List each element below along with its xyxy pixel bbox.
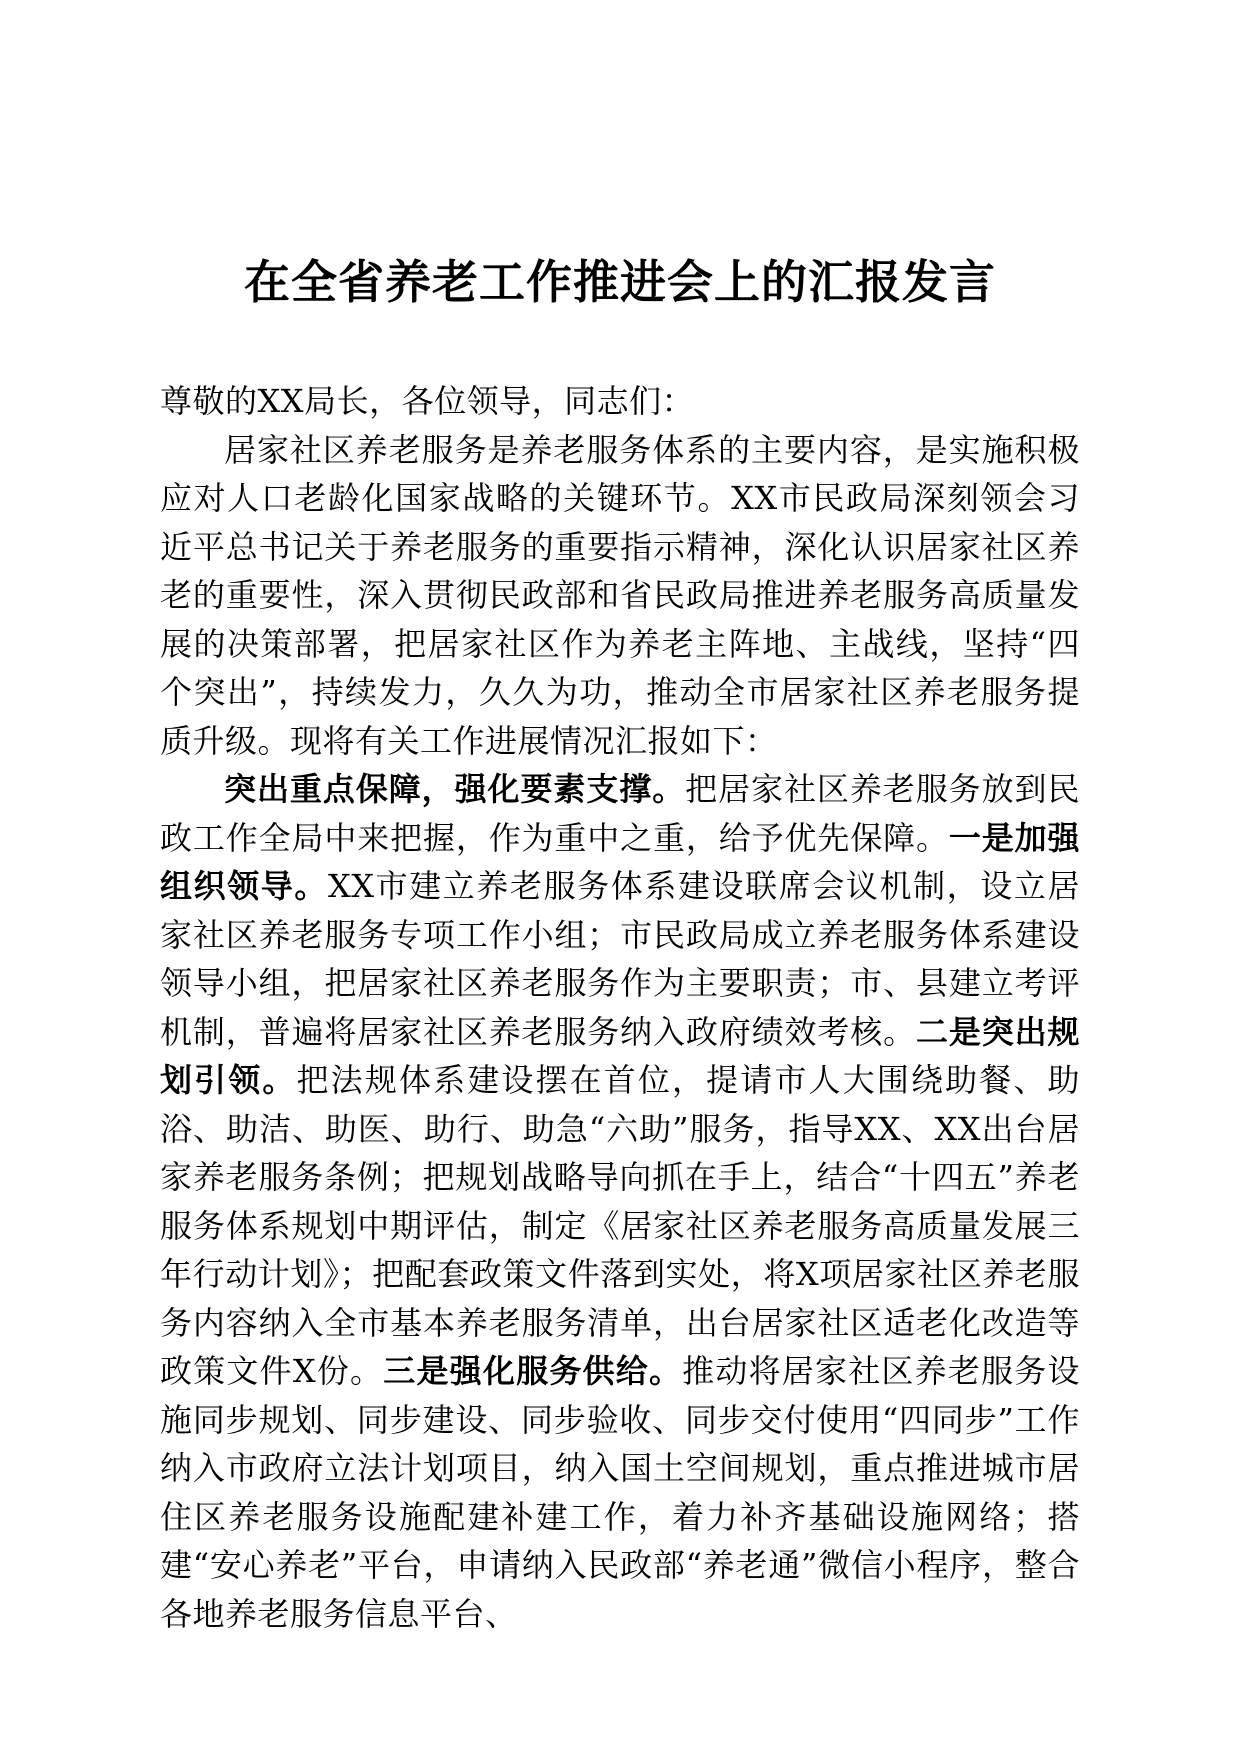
intro-paragraph: 居家社区养老服务是养老服务体系的主要内容，是实施积极应对人口老龄化国家战略的关键环节。XX市民政局深刻领会习近平总书记关于养老服务的重要指示精神，深化认识居家社区养老的重要性，深入贯彻民政部和省民政局推进养老服务高质量发展的决策部署，把居家社区作为养老主阵地、主战线，坚持“四个突出”，持续发力，久久为功，推动全市居家社区养老服务提质升级。现将有关工作进展情况汇报如下： xyxy=(160,430,1080,760)
salutation: 尊敬的XX局长，各位领导，同志们： xyxy=(160,382,695,420)
point-text-1: XX市建立养老服务体系建设联席会议机制，设立居家社区养老服务专项工作小组；市民政局成立养老服务体系建设领导小组，把居家社区养老服务作为主要职责；市、县建立考评机制，普遍将居家社区养老服务纳入政府绩效考核。 xyxy=(160,867,1080,1051)
point-heading-1: 一是加强组织领导。 xyxy=(160,818,1080,905)
document-title: 在全省养老工作推进会上的汇报发言 xyxy=(244,255,996,309)
point-text-3: 推动将居家社区养老服务设施同步规划、同步建设、同步验收、同步交付使用“四同步”工作纳入市政府立法计划项目，纳入国土空间规划，重点推进城市居住区养老服务设施配建补建工作，着力补齐基础设施网络；搭建“安心养老”平台，申请纳入民政部“养老通”微信小程序，整合各地养老服务信息平台、 xyxy=(160,1352,1080,1633)
section-paragraph xyxy=(160,765,1080,1638)
section-lead: 把居家社区养老服务放到民政工作全局中来把握，作为重中之重，给予优先保障。 xyxy=(160,770,1080,857)
section-heading: 突出重点保障，强化要素支撑。 xyxy=(224,770,686,808)
point-heading-2: 二是突出规划引领。 xyxy=(160,1012,1080,1099)
document-body xyxy=(160,377,1080,1638)
point-text-2: 把法规体系建设摆在首位，提请市人大围绕助餐、助浴、助洁、助医、助行、助急“六助”服务，指导XX、XX出台居家养老服务条例；把规划战略导向抓在手上，结合“十四五”养老服务体系规划中期评估，制定《居家社区养老服务高质量发展三年行动计划》；把配套政策文件落到实处，将X项居家社区养老服务内容纳入全市基本养老服务清单，出台居家社区适老化改造等政策文件X份。 xyxy=(160,1061,1080,1390)
point-heading-3: 三是强化服务供给。 xyxy=(383,1352,683,1390)
